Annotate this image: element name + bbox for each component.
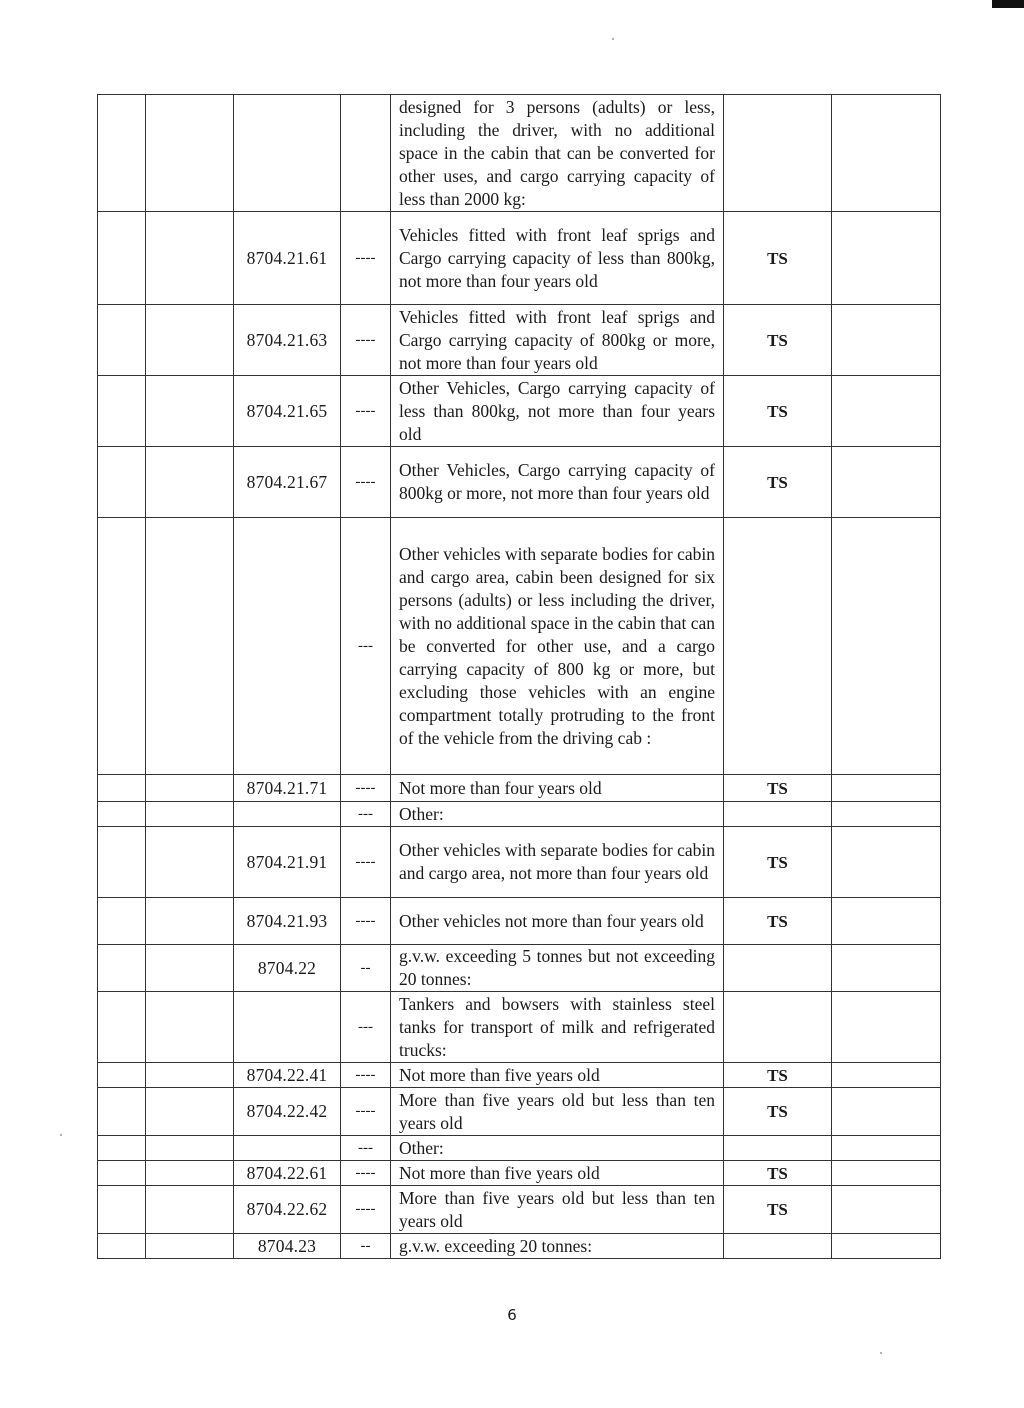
table-row [98,1234,941,1259]
blank-cell-3 [832,518,941,775]
description-cell [391,376,724,447]
description-text: More than five years old but less than ten years old [399,1187,715,1231]
hs-code-cell: 8704.21.63 [234,305,341,376]
rate-cell [724,95,832,212]
description-cell [391,827,724,898]
blank-cell-2 [146,305,234,376]
description-cell [391,95,724,212]
description-text: Not more than five years old [399,1162,600,1183]
level-dash-cell: ---- [341,1161,391,1186]
rate-cell [724,518,832,775]
table-row [98,1136,941,1161]
blank-cell-3 [832,1136,941,1161]
description-text: Other Vehicles, Cargo carrying capacity of 800kg or more, not more than four years old [399,460,715,503]
hs-code-cell: 8704.21.93 [234,898,341,945]
blank-cell-3 [832,212,941,305]
description-text: designed for 3 persons (adults) or less, including the driver, with no additional space in the cabin that can be converted for other uses, and cargo carrying capacity of less than 2000 kg: [399,96,715,209]
rate-cell: TS [724,898,832,945]
blank-cell-1 [98,1186,146,1234]
description-text: Other vehicles with separate bodies for cabin and cargo area, not more than four years old [399,840,715,883]
description-cell [391,802,724,827]
description-cell [391,992,724,1063]
blank-cell-2 [146,775,234,802]
description-text: Vehicles fitted with front leaf sprigs and Cargo carrying capacity of less than 800kg, not more than four years old [399,224,715,291]
description-text: Other Vehicles, Cargo carrying capacity of less than 800kg, not more than four years old [399,377,715,444]
rate-cell: TS [724,305,832,376]
tariff-table-body [98,95,941,1259]
description-cell [391,775,724,802]
description-cell [391,447,724,518]
blank-cell-2 [146,802,234,827]
description-text: Other vehicles not more than four years old [399,910,704,931]
blank-cell-1 [98,376,146,447]
rate-cell [724,1234,832,1259]
blank-cell-2 [146,518,234,775]
hs-code-cell: 8704.23 [234,1234,341,1259]
blank-cell-2 [146,898,234,945]
hs-code-cell: 8704.21.71 [234,775,341,802]
level-dash-cell: --- [341,1136,391,1161]
blank-cell-2 [146,992,234,1063]
description-cell [391,898,724,945]
blank-cell-3 [832,827,941,898]
hs-code-cell: 8704.21.67 [234,447,341,518]
blank-cell-3 [832,447,941,518]
level-dash-cell: ---- [341,1186,391,1234]
level-dash-cell: ---- [341,775,391,802]
hs-code-cell [234,1136,341,1161]
rate-cell: TS [724,212,832,305]
table-row [98,802,941,827]
hs-code-cell: 8704.21.65 [234,376,341,447]
scan-corner-mark [992,0,1024,8]
table-row [98,775,941,802]
blank-cell-1 [98,95,146,212]
table-row [98,898,941,945]
blank-cell-3 [832,376,941,447]
table-row [98,376,941,447]
description-text: Other vehicles with separate bodies for cabin and cargo area, cabin been designed for six persons (adults) or less including the driver, with no additional space in the cabin that can be converted for other use, and a cargo carrying capacity of 800 kg or more, but excluding those vehicles with an engine compartment totally protruding to the front of the vehicle from the driving cab : [399,543,715,748]
rate-cell: TS [724,1186,832,1234]
description-cell [391,305,724,376]
table-row [98,95,941,212]
blank-cell-3 [832,898,941,945]
scan-speck [612,38,614,40]
table-row [98,945,941,992]
blank-cell-1 [98,518,146,775]
table-row [98,827,941,898]
rate-cell: TS [724,1063,832,1088]
table-row [98,1161,941,1186]
page-number: 6 [507,1306,517,1324]
rate-cell: TS [724,1088,832,1136]
rate-cell [724,945,832,992]
blank-cell-1 [98,898,146,945]
table-row [98,1186,941,1234]
blank-cell-1 [98,1161,146,1186]
level-dash-cell: ---- [341,898,391,945]
description-text: Tankers and bowsers with stainless steel tanks for transport of milk and refrigerated trucks: [399,993,715,1060]
level-dash-cell: --- [341,802,391,827]
level-dash-cell: -- [341,945,391,992]
blank-cell-1 [98,1063,146,1088]
level-dash-cell: ---- [341,827,391,898]
description-cell [391,212,724,305]
blank-cell-2 [146,1186,234,1234]
description-text: Other: [399,1137,444,1158]
hs-code-cell [234,95,341,212]
description-cell [391,945,724,992]
level-dash-cell: -- [341,1234,391,1259]
description-cell [391,518,724,775]
blank-cell-3 [832,945,941,992]
table-row [98,447,941,518]
blank-cell-1 [98,992,146,1063]
table-row [98,518,941,775]
level-dash-cell: ---- [341,212,391,305]
hs-code-cell: 8704.22.62 [234,1186,341,1234]
blank-cell-2 [146,376,234,447]
table-row [98,992,941,1063]
blank-cell-2 [146,1063,234,1088]
blank-cell-3 [832,1088,941,1136]
hs-code-cell: 8704.22 [234,945,341,992]
blank-cell-1 [98,1136,146,1161]
description-cell [391,1088,724,1136]
rate-cell: TS [724,1161,832,1186]
description-text: Not more than four years old [399,777,602,798]
blank-cell-2 [146,1136,234,1161]
rate-cell [724,992,832,1063]
level-dash-cell: ---- [341,376,391,447]
hs-code-cell: 8704.22.41 [234,1063,341,1088]
rate-cell [724,1136,832,1161]
level-dash-cell: --- [341,992,391,1063]
description-cell [391,1136,724,1161]
hs-code-cell: 8704.22.42 [234,1088,341,1136]
description-text: Other: [399,803,444,824]
table-row [98,1063,941,1088]
blank-cell-3 [832,775,941,802]
blank-cell-2 [146,945,234,992]
blank-cell-2 [146,827,234,898]
description-cell [391,1063,724,1088]
blank-cell-2 [146,447,234,518]
table-row [98,212,941,305]
blank-cell-3 [832,305,941,376]
level-dash-cell: ---- [341,447,391,518]
tariff-table [97,94,941,1259]
hs-code-cell [234,518,341,775]
blank-cell-3 [832,1234,941,1259]
blank-cell-1 [98,305,146,376]
level-dash-cell: --- [341,518,391,775]
blank-cell-3 [832,802,941,827]
blank-cell-1 [98,1234,146,1259]
blank-cell-1 [98,212,146,305]
blank-cell-1 [98,945,146,992]
level-dash-cell: ---- [341,1063,391,1088]
hs-code-cell: 8704.21.91 [234,827,341,898]
level-dash-cell: ---- [341,1088,391,1136]
blank-cell-1 [98,447,146,518]
blank-cell-2 [146,95,234,212]
table-row [98,305,941,376]
description-text: g.v.w. exceeding 5 tonnes but not exceeding 20 tonnes: [399,946,715,989]
blank-cell-3 [832,95,941,212]
hs-code-cell: 8704.21.61 [234,212,341,305]
blank-cell-2 [146,1234,234,1259]
rate-cell: TS [724,775,832,802]
blank-cell-2 [146,1088,234,1136]
description-text: g.v.w. exceeding 20 tonnes: [399,1235,593,1256]
blank-cell-1 [98,802,146,827]
hs-code-cell: 8704.22.61 [234,1161,341,1186]
blank-cell-3 [832,1186,941,1234]
blank-cell-3 [832,1063,941,1088]
hs-code-cell [234,802,341,827]
description-cell [391,1234,724,1259]
rate-cell: TS [724,447,832,518]
rate-cell [724,802,832,827]
blank-cell-1 [98,775,146,802]
description-text: Not more than five years old [399,1064,600,1085]
description-text: More than five years old but less than ten years old [399,1089,715,1133]
description-cell [391,1161,724,1186]
blank-cell-1 [98,827,146,898]
blank-cell-3 [832,1161,941,1186]
rate-cell: TS [724,827,832,898]
description-cell [391,1186,724,1234]
rate-cell: TS [724,376,832,447]
blank-cell-2 [146,1161,234,1186]
blank-cell-2 [146,212,234,305]
scan-speck [60,1134,62,1136]
scan-speck [880,1352,882,1354]
table-row [98,1088,941,1136]
description-text: Vehicles fitted with front leaf sprigs and Cargo carrying capacity of 800kg or more, not more than four years old [399,306,715,373]
blank-cell-1 [98,1088,146,1136]
hs-code-cell [234,992,341,1063]
level-dash-cell: ---- [341,305,391,376]
level-dash-cell [341,95,391,212]
blank-cell-3 [832,992,941,1063]
